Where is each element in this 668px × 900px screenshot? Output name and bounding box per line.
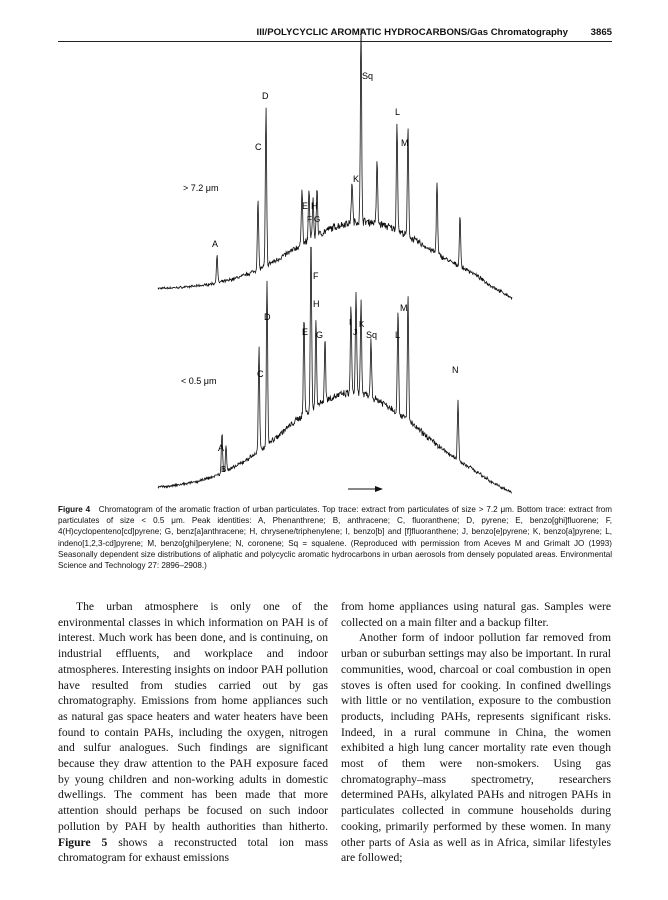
bottom-peak-label: M bbox=[400, 303, 408, 313]
bottom-peak-label: L bbox=[395, 330, 401, 340]
top-peak-label: D bbox=[262, 91, 269, 101]
left-column bbox=[58, 599, 328, 866]
top-peak-label: H bbox=[311, 201, 318, 211]
retention-arrow bbox=[348, 486, 383, 492]
top-peak-label: L bbox=[395, 107, 401, 117]
top-peak-label: Sq bbox=[362, 71, 374, 81]
bottom-peak-label: G bbox=[316, 330, 324, 340]
bottom-peak-label: F bbox=[313, 271, 319, 281]
top-peak-label: M bbox=[401, 138, 409, 148]
bottom-trace-label: < 0.5 μm bbox=[181, 376, 217, 386]
bottom-peak-label: K bbox=[359, 320, 365, 329]
bottom-peak-label: D bbox=[264, 312, 271, 322]
top-trace-label: > 7.2 μm bbox=[183, 183, 219, 193]
top-peak-label: F bbox=[307, 215, 312, 224]
figure-caption bbox=[58, 504, 612, 571]
paragraph-text: The urban atmosphere is only one of the environmental classes in which information on PAH is of interest. Much work has been done, and is continuing, on industrial effluents, and workplace and indoor atmospheres. Interesting insights on indoor PAH pollution have resulted from studies carried out by gas chromatography. Emissions from home appliances such as natural gas space heaters and water heaters have been found to contain PAHs, including the oxygen, nitrogen and sulfur analogues. Such findings are significant because they draw attention to the PAH exposure faced by young children and non-working adults in domestic dwellings. The comment has been made that more attention should perhaps be focused on such indoor pollution by PAH by health authorities than hitherto. bbox=[58, 600, 328, 833]
bottom-peak-label: I bbox=[349, 318, 352, 327]
paragraph bbox=[58, 599, 328, 866]
bottom-peak-label: B bbox=[221, 465, 227, 474]
section-title: III/POLYCYCLIC AROMATIC HYDROCARBONS/Gas Chromatography bbox=[256, 27, 568, 38]
right-column bbox=[341, 599, 611, 866]
top-trace-line bbox=[158, 29, 512, 299]
top-peak-label: K bbox=[353, 174, 360, 184]
bottom-peak-label: C bbox=[257, 369, 264, 379]
paragraph: Another form of indoor pollution far removed from urban or suburban settings may also be important. In rural communities, wood, charcoal or coal combustion in open stoves is often used for cooking. In confined dwellings with little or no ventilation, exposure to the combustion products, including PAHs, represents significant risks. Indeed, in a rural commune in China, the women exhibited a high lung cancer mortality rate even though most of them were non-smokers. Using gas chromatography–mass spectrometry, researchers determined PAHs, alkylated PAHs and nitrogen PAHs in particulates collected in commune households during cooking, primarily performed by these women. In many other parts of Asia as well as in Africa, similar lifestyles are followed; bbox=[341, 631, 611, 865]
paragraph-text: shows a reconstructed total ion mass chromatogram for exhaust emissions bbox=[58, 835, 329, 865]
page-number: 3865 bbox=[590, 27, 612, 38]
bottom-peak-label: N bbox=[452, 365, 459, 375]
top-peak-label: A bbox=[212, 239, 219, 249]
bottom-peak-label: H bbox=[313, 299, 320, 309]
bottom-peak-label: Sq bbox=[366, 330, 378, 340]
top-peak-label: C bbox=[255, 142, 262, 152]
top-peak-label: E bbox=[302, 201, 309, 211]
top-peak-label: G bbox=[314, 215, 321, 224]
bottom-peak-label: J bbox=[353, 328, 357, 337]
paragraph: from home appliances using natural gas. Samples were collected on a main filter and a backup filter. bbox=[341, 600, 611, 629]
caption-text: Chromatogram of the aromatic fraction of urban particulates. Top trace: extract from particulates of size > 7.2 μm. Bottom trace: extract from particulates of size < 0.5 μm. Peak identities: A, Phenanthrene; B, anthracene; C, fluoranthene; D, pyrene; E, benzo[ghi]fluorene; F, 4(H)cyclopenteno[cd]pyrene; G, benz[a]anthracene; H, chrysene/triphenylene; I, benzo[b] and [f]fluoranthene; J, benzo[e]pyrene; K, benzo[a]pyrene; L, indeno[1,2,3-cd]pyrene; M, benzo[ghi]perylene; N, coronene; Sq = squalene. (Reproduced with permission from Aceves M and Grimalt JO (1993) Seasonally dependent size distributions of aliphatic and polycyclic aromatic hydrocarbons in urban aerosols from densely populated areas. Environmental Science and Technology 27: 2896–2908.) bbox=[58, 505, 613, 571]
figure-reference: Figure 5 bbox=[58, 835, 108, 849]
figure-label: Figure 4 bbox=[58, 505, 91, 514]
bottom-peak-label: A bbox=[218, 443, 225, 453]
bottom-peak-label: E bbox=[302, 327, 309, 337]
